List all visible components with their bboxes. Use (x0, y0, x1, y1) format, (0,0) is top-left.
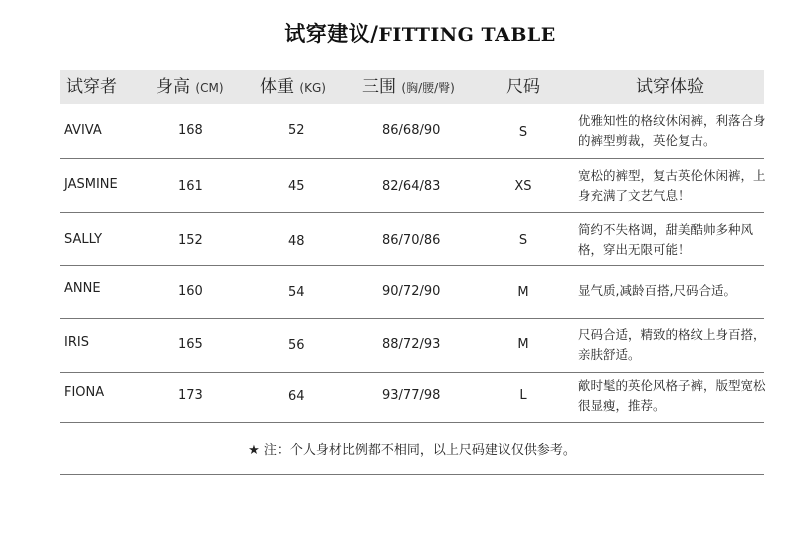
title-en: FITTING TABLE (378, 24, 556, 46)
row-weight: 64 (288, 389, 305, 404)
fitting-table (60, 70, 766, 413)
table-row (60, 104, 764, 159)
row-experience: 优雅知性的格纹休闲裤，利落合身的裤型剪裁，英伦复古。 (578, 113, 766, 148)
table-header (60, 70, 764, 104)
header-size: 尺码 (506, 77, 540, 97)
header-bust: 三围 (胸/腰/臀) (362, 77, 455, 97)
row-name: AVIVA (64, 123, 102, 138)
row-height: 161 (178, 179, 203, 194)
row-size: XS (514, 179, 532, 194)
table-row (60, 212, 764, 266)
header-experience: 试穿体验 (636, 77, 704, 97)
row-height: 165 (178, 337, 203, 352)
row-name: ANNE (64, 281, 101, 296)
row-name: SALLY (64, 232, 103, 247)
row-weight: 54 (288, 285, 305, 300)
header-name: 试穿者 (66, 77, 117, 97)
page-title (0, 18, 812, 48)
row-measurements: 86/68/90 (382, 123, 441, 138)
footnote (60, 424, 764, 475)
header-height-unit: (CM) (195, 81, 224, 95)
row-weight: 56 (288, 338, 305, 353)
row-experience: 尺码合适，精致的格纹上身百搭，亲肤舒适。 (578, 327, 766, 362)
row-measurements: 93/77/98 (382, 388, 441, 403)
row-size: L (519, 388, 527, 403)
table-row (60, 265, 764, 319)
row-size: M (517, 337, 529, 352)
row-height: 173 (178, 388, 203, 403)
row-name: JASMINE (64, 177, 118, 192)
header-height: 身高 (CM) (156, 77, 224, 97)
title-zh: 试穿建议/ (284, 22, 379, 46)
header-weight: 体重 (KG) (260, 77, 326, 97)
row-experience: 歒时髦的英伦风格子裤，版型宽松很显瘦，推荐。 (578, 378, 766, 413)
row-measurements: 86/70/86 (382, 233, 441, 248)
header-weight-unit: (KG) (299, 81, 326, 95)
table-row (60, 318, 764, 373)
row-name: FIONA (64, 385, 105, 400)
table-row (60, 158, 764, 213)
row-weight: 45 (288, 179, 305, 194)
row-measurements: 88/72/93 (382, 337, 441, 352)
row-measurements: 82/64/83 (382, 179, 441, 194)
row-weight: 48 (288, 234, 305, 249)
row-weight: 52 (288, 123, 305, 138)
row-height: 168 (178, 123, 203, 138)
row-measurements: 90/72/90 (382, 284, 441, 299)
row-size: S (518, 125, 528, 140)
row-name: IRIS (64, 335, 89, 350)
header-bust-unit: (胸/腰/臀) (401, 81, 455, 95)
footnote-text: ★ 注：个人身材比例都不相同，以上尺码建议仅供参考。 (248, 443, 576, 458)
row-experience: 简约不失格调，甜美酷帅多种风格，穿出无限可能！ (578, 222, 754, 257)
row-size: M (517, 285, 529, 300)
row-height: 152 (178, 233, 203, 248)
row-size: S (518, 233, 528, 248)
row-height: 160 (178, 284, 203, 299)
table-row (60, 372, 764, 423)
row-experience: 宽松的裤型，复古英伦休闲裤，上身充满了文艺气息！ (578, 168, 766, 203)
row-experience: 显气质,减龄百搭,尺码合适。 (578, 283, 736, 298)
